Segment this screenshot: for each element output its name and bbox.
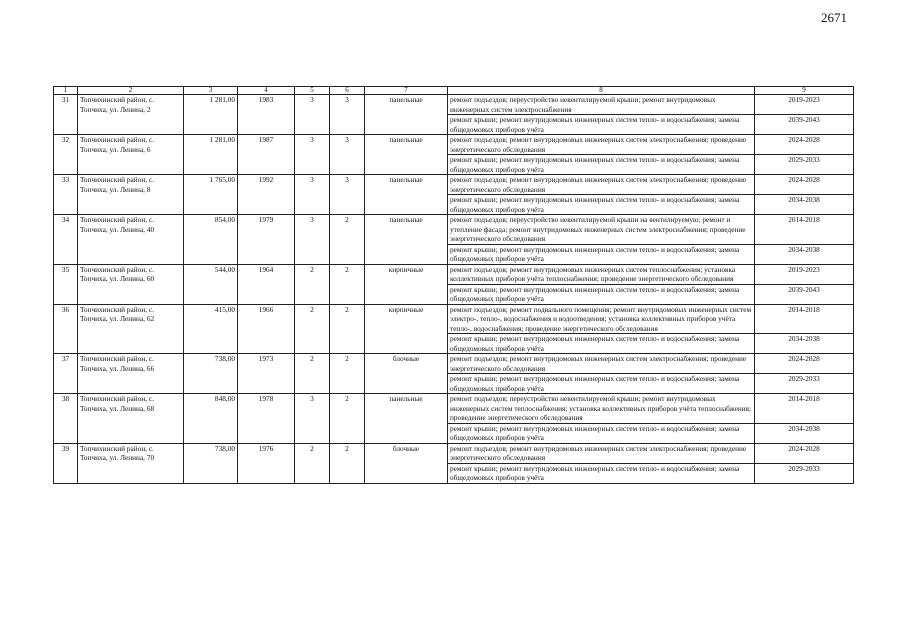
floors-cell: 3 bbox=[295, 175, 330, 215]
floors-cell: 3 bbox=[295, 394, 330, 444]
works-cell: ремонт крыши; ремонт внутридомовых инженерных систем тепло- и водоснабжения; замена общедомовых приборов учёта bbox=[448, 334, 755, 354]
period-cell: 2034-2038 bbox=[755, 195, 854, 215]
floors-cell: 3 bbox=[295, 95, 330, 135]
table-row bbox=[54, 264, 854, 284]
address-cell: Топчихинский район, с. Топчиха, ул. Ленина, 2 bbox=[78, 95, 184, 135]
period-cell: 2039-2043 bbox=[755, 115, 854, 135]
area-cell: 544,00 bbox=[184, 264, 238, 304]
wall-material-cell: панельные bbox=[365, 95, 448, 135]
area-cell: 415,00 bbox=[184, 304, 238, 354]
period-cell: 2014-2018 bbox=[755, 394, 854, 424]
period-cell: 2024-2028 bbox=[755, 354, 854, 374]
entrances-cell: 2 bbox=[330, 264, 365, 304]
period-cell: 2019-2023 bbox=[755, 95, 854, 115]
wall-material-cell: панельные bbox=[365, 135, 448, 175]
wall-material-cell: блочные bbox=[365, 443, 448, 483]
year-cell: 1992 bbox=[238, 175, 295, 215]
table-row bbox=[54, 135, 854, 155]
entrances-cell: 2 bbox=[330, 304, 365, 354]
period-cell: 2039-2043 bbox=[755, 284, 854, 304]
works-cell: ремонт подъездов; переустройство невентилируемой крыши на вентилируемую; ремонт и утепление фасада; ремонт внутридомовых инженерных систем электроснабжения; проведение энергетического обследования bbox=[448, 215, 755, 245]
table-row bbox=[54, 215, 854, 245]
period-cell: 2019-2023 bbox=[755, 264, 854, 284]
column-header: 2 bbox=[78, 87, 184, 95]
row-number-cell: 38 bbox=[54, 394, 78, 444]
year-cell: 1978 bbox=[238, 394, 295, 444]
row-number-cell: 36 bbox=[54, 304, 78, 354]
area-cell: 848,00 bbox=[184, 394, 238, 444]
works-cell: ремонт крыши; ремонт внутридомовых инженерных систем тепло- и водоснабжения; замена общедомовых приборов учёта bbox=[448, 244, 755, 264]
floors-cell: 3 bbox=[295, 215, 330, 265]
address-cell: Топчихинский район, с. Топчиха, ул. Ленина, 60 bbox=[78, 264, 184, 304]
table-row bbox=[54, 304, 854, 334]
works-cell: ремонт крыши; ремонт внутридомовых инженерных систем тепло- и водоснабжения; замена общедомовых приборов учёта bbox=[448, 463, 755, 483]
column-header: 9 bbox=[755, 87, 854, 95]
address-cell: Топчихинский район, с. Топчиха, ул. Ленина, 70 bbox=[78, 443, 184, 483]
entrances-cell: 2 bbox=[330, 394, 365, 444]
column-header: 7 bbox=[365, 87, 448, 95]
works-cell: ремонт подъездов; ремонт подвального помещения; ремонт внутридомовых инженерных систем электро-, тепло-, водоснабжения и водоотведения; установка коллективных приборов учёта тепло-, водоснабжения; проведение энергетического обследования bbox=[448, 304, 755, 334]
row-number-cell: 34 bbox=[54, 215, 78, 265]
period-cell: 2029-2033 bbox=[755, 374, 854, 394]
row-number-cell: 32 bbox=[54, 135, 78, 175]
page-number: 2671 bbox=[821, 10, 847, 25]
area-cell: 854,00 bbox=[184, 215, 238, 265]
entrances-cell: 3 bbox=[330, 95, 365, 135]
period-cell: 2034-2038 bbox=[755, 334, 854, 354]
address-cell: Топчихинский район, с. Топчиха, ул. Ленина, 40 bbox=[78, 215, 184, 265]
entrances-cell: 2 bbox=[330, 215, 365, 265]
column-header: 6 bbox=[330, 87, 365, 95]
period-cell: 2034-2038 bbox=[755, 423, 854, 443]
works-cell: ремонт подъездов; ремонт внутридомовых инженерных систем электроснабжения; проведение энергетического обследования bbox=[448, 354, 755, 374]
area-cell: 1 281,00 bbox=[184, 135, 238, 175]
row-number-cell: 37 bbox=[54, 354, 78, 394]
column-header: 5 bbox=[295, 87, 330, 95]
works-cell: ремонт подъездов; переустройство невентилируемой крыши; ремонт внутридомовых инженерных систем электроснабжения bbox=[448, 95, 755, 115]
wall-material-cell: блочные bbox=[365, 354, 448, 394]
column-header: 3 bbox=[184, 87, 238, 95]
year-cell: 1976 bbox=[238, 443, 295, 483]
table-row bbox=[54, 95, 854, 115]
period-cell: 2024-2028 bbox=[755, 135, 854, 155]
works-cell: ремонт подъездов; переустройство невентилируемой крыши; ремонт внутридомовых инженерных систем теплоснабжения; установка коллективных приборов учёта теплоснабжения; проведение энергетического обследования bbox=[448, 394, 755, 424]
wall-material-cell: кирпичные bbox=[365, 304, 448, 354]
row-number-cell: 39 bbox=[54, 443, 78, 483]
address-cell: Топчихинский район, с. Топчиха, ул. Ленина, 66 bbox=[78, 354, 184, 394]
entrances-cell: 3 bbox=[330, 175, 365, 215]
column-number-row bbox=[54, 87, 854, 95]
repair-schedule-table bbox=[53, 86, 854, 484]
row-number-cell: 31 bbox=[54, 95, 78, 135]
table-body bbox=[54, 87, 854, 484]
year-cell: 1983 bbox=[238, 95, 295, 135]
wall-material-cell: кирпичные bbox=[365, 264, 448, 304]
area-cell: 1 765,00 bbox=[184, 175, 238, 215]
year-cell: 1979 bbox=[238, 215, 295, 265]
works-cell: ремонт подъездов; ремонт внутридомовых инженерных систем электроснабжения; проведение энергетического обследования bbox=[448, 175, 755, 195]
wall-material-cell: панельные bbox=[365, 394, 448, 444]
floors-cell: 2 bbox=[295, 304, 330, 354]
period-cell: 2014-2018 bbox=[755, 215, 854, 245]
entrances-cell: 3 bbox=[330, 135, 365, 175]
wall-material-cell: панельные bbox=[365, 215, 448, 265]
table-row bbox=[54, 394, 854, 424]
period-cell: 2029-2033 bbox=[755, 463, 854, 483]
column-header: 4 bbox=[238, 87, 295, 95]
area-cell: 738,00 bbox=[184, 443, 238, 483]
year-cell: 1987 bbox=[238, 135, 295, 175]
column-header: 8 bbox=[448, 87, 755, 95]
period-cell: 2034-2038 bbox=[755, 244, 854, 264]
works-cell: ремонт крыши; ремонт внутридомовых инженерных систем тепло- и водоснабжения; замена общедомовых приборов учёта bbox=[448, 374, 755, 394]
works-cell: ремонт крыши; ремонт внутридомовых инженерных систем тепло- и водоснабжения; замена общедомовых приборов учёта bbox=[448, 115, 755, 135]
floors-cell: 3 bbox=[295, 135, 330, 175]
works-cell: ремонт подъездов; ремонт внутридомовых инженерных систем электроснабжения; проведение энергетического обследования bbox=[448, 443, 755, 463]
entrances-cell: 2 bbox=[330, 354, 365, 394]
address-cell: Топчихинский район, с. Топчиха, ул. Ленина, 62 bbox=[78, 304, 184, 354]
period-cell: 2024-2028 bbox=[755, 443, 854, 463]
table-row bbox=[54, 175, 854, 195]
address-cell: Топчихинский район, с. Топчиха, ул. Ленина, 8 bbox=[78, 175, 184, 215]
table-row bbox=[54, 443, 854, 463]
works-cell: ремонт крыши; ремонт внутридомовых инженерных систем тепло- и водоснабжения; замена общедомовых приборов учёта bbox=[448, 155, 755, 175]
period-cell: 2024-2028 bbox=[755, 175, 854, 195]
address-cell: Топчихинский район, с. Топчиха, ул. Ленина, 6 bbox=[78, 135, 184, 175]
year-cell: 1973 bbox=[238, 354, 295, 394]
row-number-cell: 35 bbox=[54, 264, 78, 304]
table-row bbox=[54, 354, 854, 374]
address-cell: Топчихинский район, с. Топчиха, ул. Ленина, 68 bbox=[78, 394, 184, 444]
works-cell: ремонт подъездов; ремонт внутридомовых инженерных систем теплоснабжения; установка коллективных приборов учёта теплоснабжения; проведение энергетического обследования bbox=[448, 264, 755, 284]
floors-cell: 2 bbox=[295, 354, 330, 394]
works-cell: ремонт крыши; ремонт внутридомовых инженерных систем тепло- и водоснабжения; замена общедомовых приборов учёта bbox=[448, 423, 755, 443]
wall-material-cell: панельные bbox=[365, 175, 448, 215]
works-cell: ремонт подъездов; ремонт внутридомовых инженерных систем электроснабжения; проведение энергетического обследования bbox=[448, 135, 755, 155]
period-cell: 2029-2033 bbox=[755, 155, 854, 175]
year-cell: 1964 bbox=[238, 264, 295, 304]
area-cell: 738,00 bbox=[184, 354, 238, 394]
period-cell: 2014-2018 bbox=[755, 304, 854, 334]
entrances-cell: 2 bbox=[330, 443, 365, 483]
row-number-cell: 33 bbox=[54, 175, 78, 215]
column-header: 1 bbox=[54, 87, 78, 95]
works-cell: ремонт крыши; ремонт внутридомовых инженерных систем тепло- и водоснабжения; замена общедомовых приборов учёта bbox=[448, 195, 755, 215]
works-cell: ремонт крыши; ремонт внутридомовых инженерных систем тепло- и водоснабжения; замена общедомовых приборов учёта bbox=[448, 284, 755, 304]
floors-cell: 2 bbox=[295, 264, 330, 304]
floors-cell: 2 bbox=[295, 443, 330, 483]
year-cell: 1966 bbox=[238, 304, 295, 354]
area-cell: 1 281,00 bbox=[184, 95, 238, 135]
